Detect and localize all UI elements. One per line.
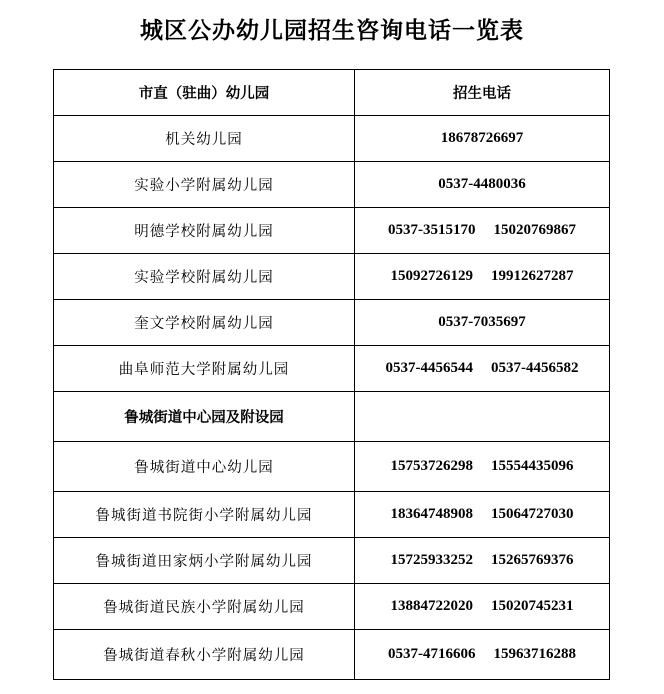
phone-number: 0537-4456544 [385,360,473,376]
phone-number: 19912627287 [491,268,574,284]
table-row [54,630,610,680]
phone-number: 15020769867 [493,222,576,238]
phone-number: 0537-7035697 [438,314,526,330]
kindergarten-name: 实验小学附属幼儿园 [54,162,355,208]
kindergarten-name: 机关幼儿园 [54,116,355,162]
kindergarten-name: 曲阜师范大学附属幼儿园 [54,346,355,392]
kindergarten-name: 奎文学校附属幼儿园 [54,300,355,346]
phone-cell [355,208,610,254]
column-header-kindergarten: 市直（驻曲）幼儿园 [54,70,355,116]
phone-number: 0537-4456582 [491,360,579,376]
kindergarten-name: 鲁城街道民族小学附属幼儿园 [54,584,355,630]
kindergarten-name: 鲁城街道中心幼儿园 [54,442,355,492]
kindergarten-name: 鲁城街道田家炳小学附属幼儿园 [54,538,355,584]
table-row [54,492,610,538]
page-title: 城区公办幼儿园招生咨询电话一览表 [140,18,524,44]
table-header-row [54,70,610,116]
table-row [54,346,610,392]
table-row [54,538,610,584]
phone-number: 15064727030 [491,506,574,522]
phone-cell [355,254,610,300]
kindergarten-name: 鲁城街道书院街小学附属幼儿园 [54,492,355,538]
table-row [54,116,610,162]
phone-cell [355,538,610,584]
phone-number: 15265769376 [491,552,574,568]
kindergarten-name: 鲁城街道春秋小学附属幼儿园 [54,630,355,680]
kindergarten-name: 明德学校附属幼儿园 [54,208,355,254]
phone-cell [355,584,610,630]
phone-number: 0537-4480036 [438,176,526,192]
phone-cell [355,346,610,392]
phone-cell [355,162,610,208]
phone-cell [355,442,610,492]
phone-number: 0537-3515170 [388,222,476,238]
section-header: 鲁城街道中心园及附设园 [54,392,355,442]
table-row [54,162,610,208]
phone-number: 15963716288 [493,646,576,662]
phone-number: 15020745231 [491,598,574,614]
phone-cell [355,116,610,162]
table-row [54,300,610,346]
phone-number: 0537-4716606 [388,646,476,662]
column-header-phone: 招生电话 [355,70,610,116]
phone-number: 13884722020 [390,598,473,614]
phone-number: 15753726298 [390,458,473,474]
phone-cell [355,492,610,538]
phone-cell [355,630,610,680]
table-row [54,584,610,630]
empty-cell [355,392,610,442]
table-row [54,208,610,254]
phone-number: 15092726129 [390,268,473,284]
phone-number: 15725933252 [390,552,473,568]
enrollment-phone-table [53,69,610,680]
table-row [54,442,610,492]
phone-number: 18678726697 [440,130,524,146]
phone-number: 18364748908 [390,506,473,522]
phone-cell [355,300,610,346]
section-header-row [54,392,610,442]
table-row [54,254,610,300]
kindergarten-name: 实验学校附属幼儿园 [54,254,355,300]
phone-number: 15554435096 [491,458,574,474]
